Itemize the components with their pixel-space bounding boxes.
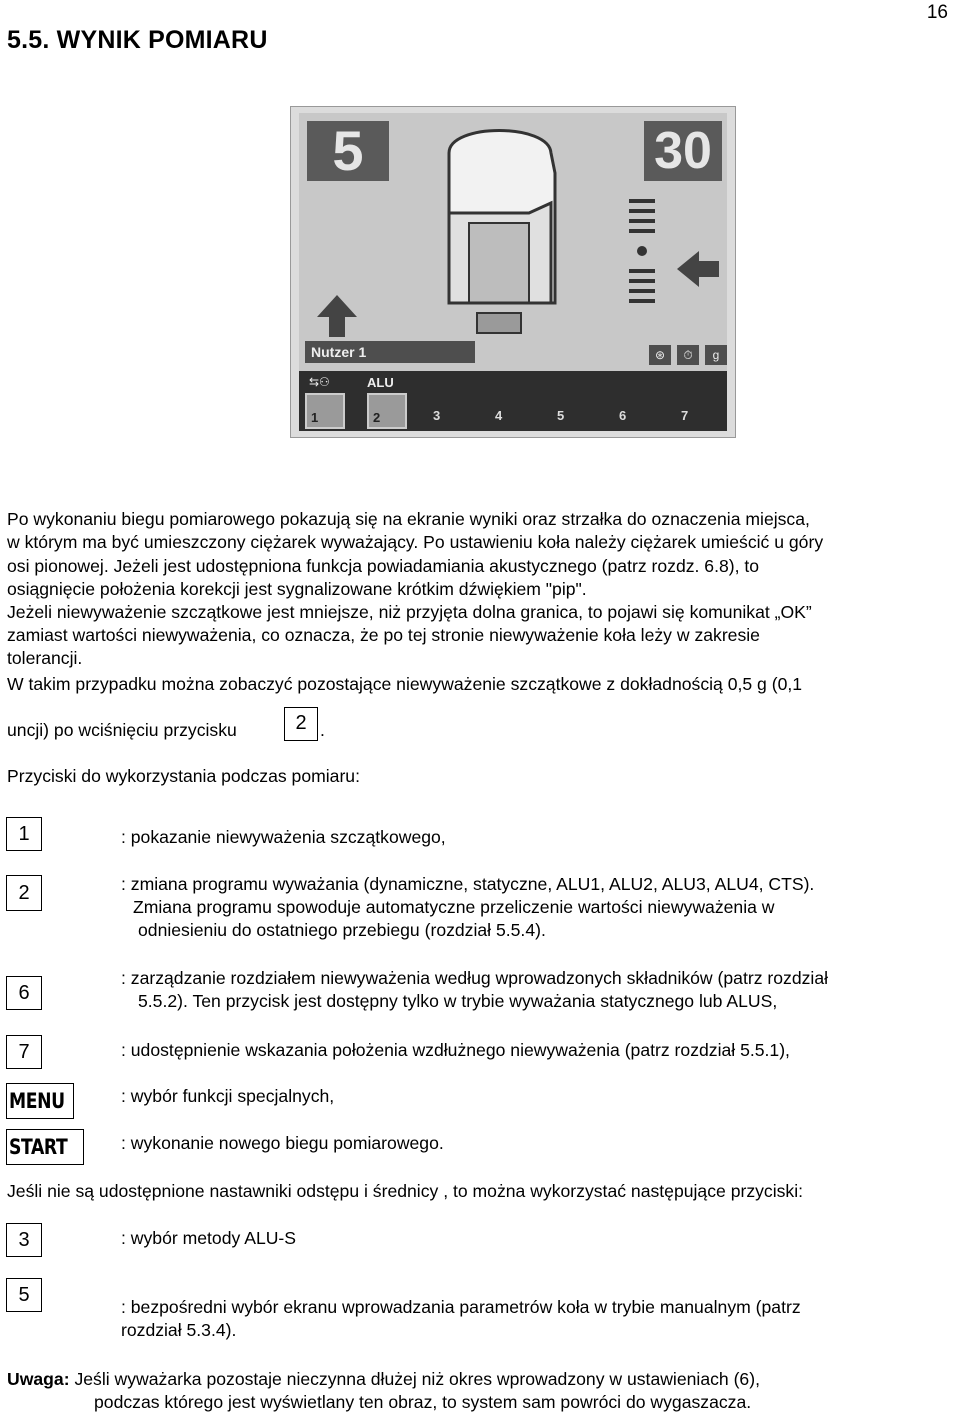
soft-key-7[interactable]: 7 <box>681 408 689 423</box>
paragraph-line: tolerancji. <box>7 648 83 668</box>
paragraph-line: Jeżeli niewyważenie szczątkowe jest mniejsze, niż przyjęta dolna granica, to pojawi się komunikat „OK” <box>7 602 812 622</box>
arrow-up-icon <box>317 295 357 337</box>
key-6-desc: : zarządzanie rozdziałem niewyważenia według wprowadzonych składników (patrz rozdział <box>121 968 829 988</box>
wheel-mode-icon: ⊛ <box>649 345 671 365</box>
note-line: podczas którego jest wyświetlany ten obraz, to system sam powróci do wygaszacza. <box>94 1392 752 1412</box>
key-menu-desc: : wybór funkcji specjalnych, <box>121 1086 335 1106</box>
page-number: 16 <box>926 2 948 23</box>
key-5-desc: rozdział 5.3.4). <box>121 1320 237 1340</box>
note-line <box>7 1368 760 1391</box>
key-7-desc: : udostępnienie wskazania położenia wzdłużnego niewyważenia (patrz rozdział 5.5.1), <box>121 1040 790 1060</box>
buttons-intro: Przyciski do wykorzystania podczas pomiaru: <box>7 766 360 786</box>
key-7: 7 <box>6 1035 42 1069</box>
arrow-left-icon <box>677 251 719 287</box>
paragraph-line: w którym ma być umieszczony ciężarek wyważający. Po ustawieniu koła należy ciężarek umieścić u góry <box>7 532 824 552</box>
key-6-desc: 5.5.2). Ten przycisk jest dostępny tylko w trybie wyważania statycznego lub ALUS, <box>138 991 778 1011</box>
wheel-profile <box>449 131 555 334</box>
key-3: 3 <box>6 1223 42 1257</box>
balancer-screen-image <box>290 106 736 438</box>
key-5-desc: : bezpośredni wybór ekranu wprowadzania parametrów koła w trybie manualnym (patrz <box>121 1297 801 1317</box>
paragraph-line: Po wykonaniu biegu pomiarowego pokazują się na ekranie wyniki oraz strzałka do oznaczenia miejsca, <box>7 509 810 529</box>
position-indicator-bars <box>629 199 655 303</box>
key-2-desc: : zmiana programu wyważania (dynamiczne, statyczne, ALU1, ALU2, ALU3, ALU4, CTS). <box>121 874 815 894</box>
soft-key-3[interactable]: 3 <box>433 408 441 423</box>
key-menu-label: MENU <box>9 1089 65 1113</box>
grams-icon: g <box>705 345 727 365</box>
key-5: 5 <box>6 1278 42 1312</box>
key-6: 6 <box>6 976 42 1010</box>
imbalance-value-left: 5 <box>307 121 389 181</box>
alt-intro: Jeśli nie są udostępnione nastawniki odstępu i średnicy , to można wykorzystać następujące przyciski: <box>7 1181 804 1201</box>
key-2: 2 <box>6 875 42 911</box>
timer-icon: ⏱ <box>677 345 699 365</box>
soft-key-2[interactable]: 2 <box>367 393 407 429</box>
inline-key-2: 2 <box>284 707 318 741</box>
key-start-label: START <box>9 1135 68 1159</box>
key-start-desc: : wykonanie nowego biegu pomiarowego. <box>121 1133 444 1153</box>
note-text: Jeśli wyważarka pozostaje nieczynna dłużej niż okres wprowadzony w ustawieniach (6), <box>69 1369 760 1389</box>
key-menu <box>6 1083 74 1119</box>
paragraph-line: uncji) po wciśnięciu przycisku <box>7 720 237 740</box>
paragraph-line: zamiast wartości niewyważenia, co oznacza, że po tej stronie niewyważenie koła leży w zakresie <box>7 625 760 645</box>
section-title: 5.5. WYNIK POMIARU <box>7 26 268 54</box>
screen-display <box>299 113 727 431</box>
user-program-icon: ⇆⚇ <box>309 375 330 389</box>
note-label: Uwaga: <box>7 1369 70 1389</box>
program-label: ALU <box>367 375 394 390</box>
paragraph-period: . <box>320 720 325 740</box>
imbalance-value-right: 30 <box>644 121 722 181</box>
key-3-desc: : wybór metody ALU-S <box>121 1228 297 1248</box>
soft-key-bar <box>299 371 727 431</box>
user-label: Nutzer 1 <box>305 341 475 363</box>
soft-key-1[interactable]: 1 <box>305 393 345 429</box>
key-1-desc: : pokazanie niewyważenia szczątkowego, <box>121 827 446 847</box>
key-2-desc: Zmiana programu spowoduje automatyczne przeliczenie wartości niewyważenia w <box>133 897 775 917</box>
key-1: 1 <box>6 817 42 851</box>
paragraph-line: osi pionowej. Jeżeli jest udostępniona funkcja powiadamiania akustycznego (patrz rozdz. 6.8), to <box>7 556 760 576</box>
soft-key-6[interactable]: 6 <box>619 408 627 423</box>
soft-key-5[interactable]: 5 <box>557 408 565 423</box>
key-2-desc: odniesieniu do ostatniego przebiegu (rozdział 5.5.4). <box>138 920 546 940</box>
soft-key-4[interactable]: 4 <box>495 408 503 423</box>
mode-icons <box>649 345 727 365</box>
key-start <box>6 1129 84 1165</box>
paragraph-line: W takim przypadku można zobaczyć pozostające niewyważenie szczątkowe z dokładnością 0,5 g (0,1 <box>7 674 803 694</box>
paragraph-line: osiągnięcie położenia korekcji jest sygnalizowane krótkim dźwiękiem "pip". <box>7 579 587 599</box>
